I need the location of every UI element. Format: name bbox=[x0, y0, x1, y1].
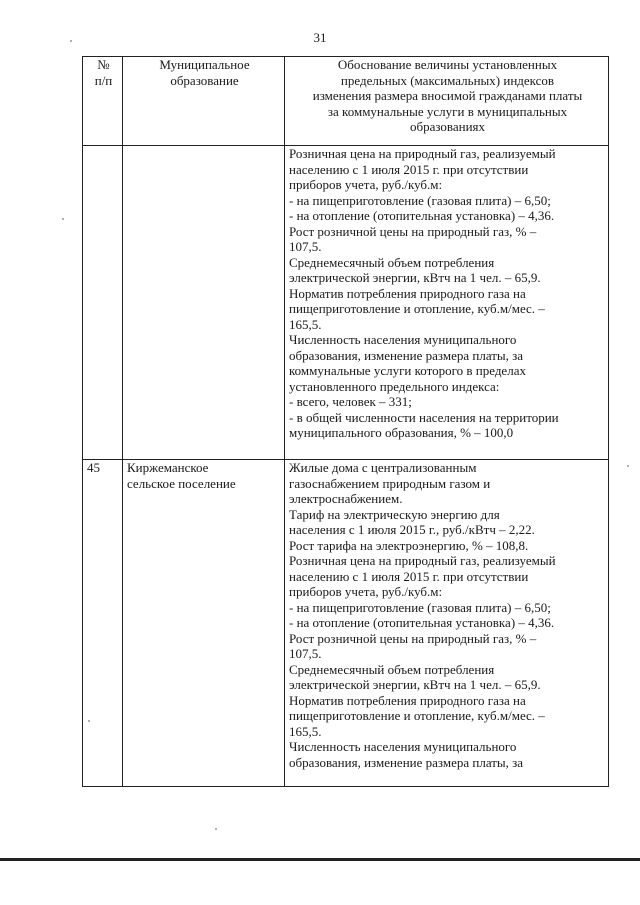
header-text-line: Обоснование величины установленных bbox=[337, 57, 558, 72]
justification-line: - на отопление (отопительная установка) – 4,36. bbox=[289, 208, 555, 223]
justification-line: населения с 1 июля 2015 г., руб./кВтч – 2,22. bbox=[289, 522, 535, 537]
row-number-cell: 45 bbox=[83, 460, 123, 787]
header-text-line: п/п bbox=[94, 72, 113, 88]
municipality-name-line: сельское поселение bbox=[127, 475, 236, 491]
justification-line: приборов учета, руб./куб.м: bbox=[289, 177, 443, 192]
table-row bbox=[83, 460, 609, 787]
justification-cell bbox=[285, 146, 609, 460]
justification-line: газоснабжением природным газом и bbox=[289, 475, 491, 491]
tariff-justification-table bbox=[82, 56, 609, 787]
justification-line: населению с 1 июля 2015 г. при отсутствии bbox=[289, 161, 529, 177]
header-text-line: Муниципальное bbox=[159, 57, 250, 72]
header-text-line: образование bbox=[170, 72, 239, 88]
justification-line: - на пищеприготовление (газовая плита) – 6,50; bbox=[289, 599, 551, 615]
justification-line: электроснабжением. bbox=[289, 491, 403, 506]
table-row bbox=[83, 146, 609, 460]
justification-line: 107,5. bbox=[289, 646, 322, 661]
header-text-line: предельных (максимальных) индексов bbox=[340, 72, 555, 88]
justification-line: Численность населения муниципального bbox=[289, 332, 517, 347]
justification-line: Среднемесячный объем потребления bbox=[289, 254, 495, 270]
header-text-line: за коммунальные услуги в муниципальных bbox=[327, 103, 568, 119]
scan-speck bbox=[215, 828, 217, 830]
justification-line: 165,5. bbox=[289, 723, 322, 739]
justification-line: Среднемесячный объем потребления bbox=[289, 661, 495, 677]
justification-line: Норматив потребления природного газа на bbox=[289, 285, 526, 301]
header-justification bbox=[285, 57, 609, 146]
table-header-row bbox=[83, 57, 609, 146]
justification-line: приборов учета, руб./куб.м: bbox=[289, 584, 443, 599]
municipality-cell bbox=[123, 460, 285, 787]
scan-speck bbox=[62, 218, 64, 220]
justification-line: 107,5. bbox=[289, 239, 322, 254]
municipality-cell bbox=[123, 146, 285, 460]
justification-line: Рост розничной цены на природный газ, % – bbox=[289, 630, 537, 646]
justification-line: Тариф на электрическую энергию для bbox=[289, 506, 500, 522]
justification-line: населению с 1 июля 2015 г. при отсутствии bbox=[289, 568, 529, 584]
header-text-line: образованиях bbox=[409, 119, 486, 134]
justification-line: Розничная цена на природный газ, реализуемый bbox=[289, 553, 556, 568]
header-row-number bbox=[83, 57, 123, 146]
justification-cell bbox=[285, 460, 609, 787]
justification-line: коммунальные услуги которого в пределах bbox=[289, 363, 526, 378]
justification-line: Рост тарифа на электроэнергию, % – 108,8. bbox=[289, 537, 529, 553]
justification-line: пищеприготовление и отопление, куб.м/мес. – bbox=[289, 301, 545, 316]
justification-line: Жилые дома с централизованным bbox=[289, 460, 477, 475]
header-municipality bbox=[123, 57, 285, 146]
header-text-line: № bbox=[97, 57, 110, 72]
justification-line: - на отопление (отопительная установка) – 4,36. bbox=[289, 615, 555, 630]
justification-line: 165,5. bbox=[289, 316, 322, 332]
justification-line: пищеприготовление и отопление, куб.м/мес. – bbox=[289, 708, 545, 723]
justification-line: электрической энергии, кВтч на 1 чел. – 65,9. bbox=[289, 270, 541, 285]
justification-line: муниципального образования, % – 100,0 bbox=[289, 425, 514, 440]
justification-line: Рост розничной цены на природный газ, % – bbox=[289, 223, 537, 239]
justification-line: установленного предельного индекса: bbox=[289, 378, 500, 394]
bottom-scan-rule bbox=[0, 858, 640, 861]
scan-speck bbox=[70, 40, 72, 42]
justification-line: - всего, человек – 331; bbox=[289, 394, 412, 409]
justification-line: образования, изменение размера платы, за bbox=[289, 347, 524, 363]
row-number-cell bbox=[83, 146, 123, 460]
justification-line: - на пищеприготовление (газовая плита) – 6,50; bbox=[289, 192, 551, 208]
page-number: 31 bbox=[313, 30, 327, 45]
justification-line: Норматив потребления природного газа на bbox=[289, 692, 526, 708]
scan-speck bbox=[627, 465, 629, 467]
justification-line: - в общей численности населения на территории bbox=[289, 409, 559, 425]
scan-speck bbox=[88, 720, 90, 722]
justification-line: электрической энергии, кВтч на 1 чел. – 65,9. bbox=[289, 677, 541, 692]
municipality-name-line: Киржеманское bbox=[127, 460, 209, 475]
justification-line: образования, изменение размера платы, за bbox=[289, 754, 524, 770]
justification-line: Численность населения муниципального bbox=[289, 739, 517, 754]
justification-line: Розничная цена на природный газ, реализуемый bbox=[289, 146, 556, 161]
header-text-line: изменения размера вносимой гражданами платы bbox=[312, 88, 583, 103]
